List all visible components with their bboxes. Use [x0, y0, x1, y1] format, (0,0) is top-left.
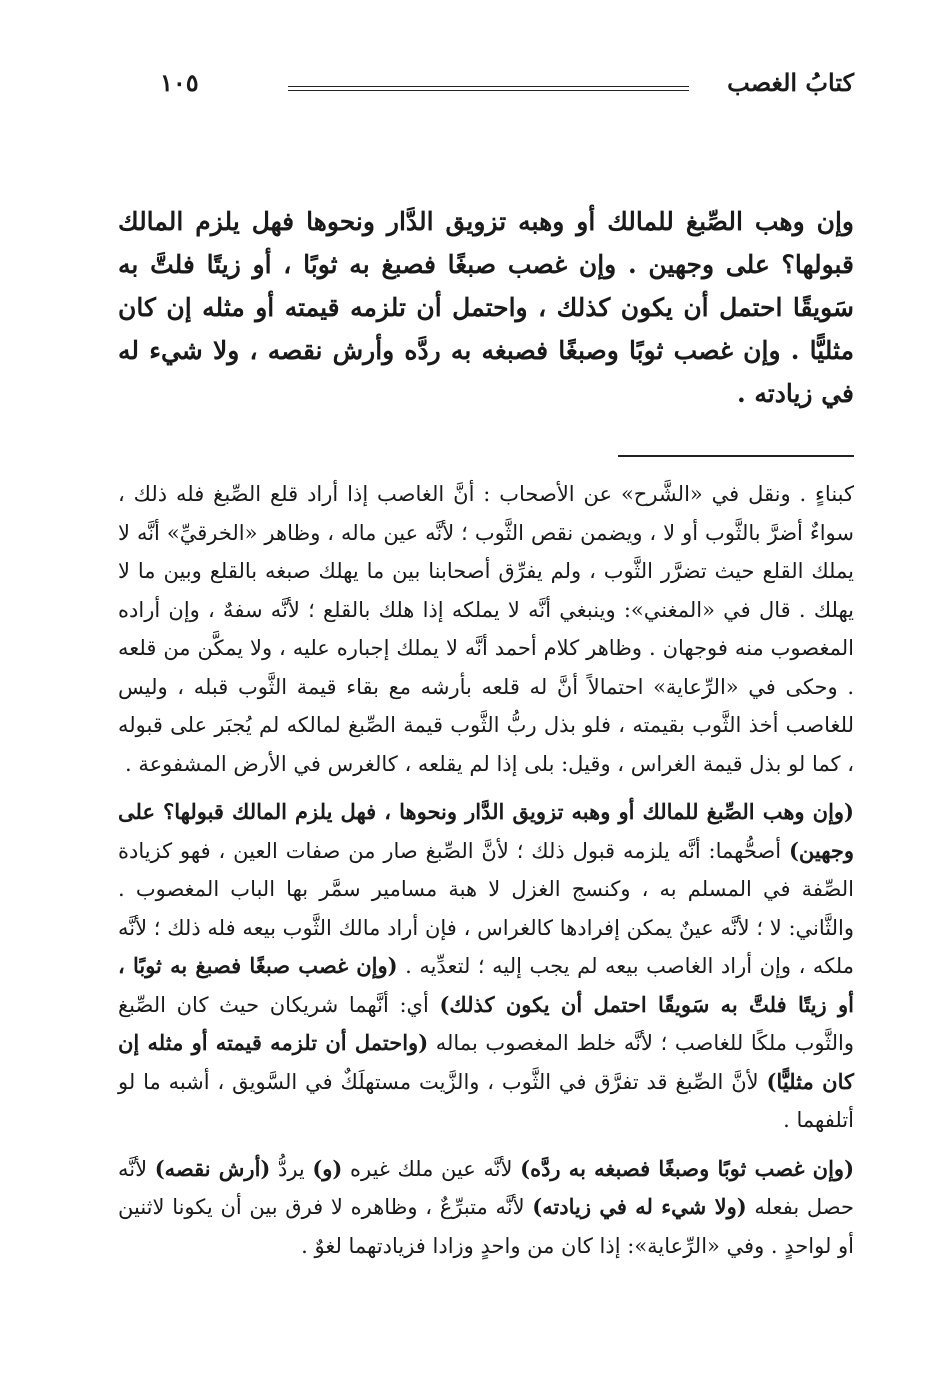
book-title: كتابُ الغصب: [727, 68, 854, 97]
quoted-matn: (وإن وهب الصِّبغ للمالك أو وهبه تزويق الدَّار ونحوها ، فهل يلزم المالك قبولها؟ على وجهين): [118, 799, 854, 863]
matn-sharh-separator: [618, 455, 854, 457]
matn-paragraph: وإن وهب الصِّبغ للمالك أو وهبه تزويق الدَّار ونحوها فهل يلزم المالك قبولها؟ على وجهين . وإن غصب صبغًا فصبغ به ثوبًا ، أو زيتًا فلتَّ به سَويقًا احتمل أن يكون كذلك ، واحتمل أن تلزمه قيمته أو مثله إن كان مثليًّا . وإن غصب ثوبًا وصبغًا فصبغه به ردَّه وأرش نقصه ، ولا شيء له في زيادته .: [118, 207, 854, 408]
commentary-text: لأنَّه متبرِّعٌ ، وظاهره لا فرق بين أن يكونا لاثنين أو لواحدٍ . وفي «الرِّعاية»: إذا كان من واحدٍ وزادا فزيادتهما لغوٌ .: [118, 1195, 854, 1258]
commentary-text: أصحُّهما: أنَّه يلزمه قبول ذلك ؛ لأنَّ الصِّبغ صار من صفات العين ، فهو كزيادة الصِّفة في المسلم به ، وكنسج الغزل لا هبة مسامير سمَّر بها الباب المغصوب . والثَّاني: لا ؛ لأنَّه عينٌ يمكن إفرادها كالغراس ، فإن أراد مالك الثَّوب بيعه فله ذلك ؛ لأنَّه ملكه ، وإن أراد الغاصب بيعه لم يجب إليه ؛ لتعدِّيه .: [118, 838, 854, 978]
commentary-text: يردُّ: [270, 1156, 313, 1181]
sharh-paragraph-2: [118, 793, 854, 1140]
commentary-text: لأنَّ الصِّبغ قد تفرَّق في الثَّوب ، والزَّيت مستهلَكٌ في السَّويق ، أشبه ما لو أتلفهما .: [118, 1069, 854, 1132]
sharh-paragraph-3: [118, 1150, 854, 1266]
quoted-matn: (و): [312, 1155, 343, 1181]
quoted-matn: (وإن غصب ثوبًا وصبغًا فصبغه به ردَّه): [520, 1155, 855, 1181]
quoted-matn: (ولا شيء له في زيادته): [532, 1194, 747, 1219]
matn-text: [118, 200, 854, 415]
quoted-matn: (وإن غصب صبغًا فصبغ به ثوبًا ، أو زيتًا فلتَّ به سَويقًا احتمل أن يكون كذلك): [118, 953, 854, 1017]
sharh-commentary: [118, 475, 854, 1265]
quoted-matn: (أرش نقصه): [154, 1155, 271, 1181]
quoted-matn: (واحتمل أن تلزمه قيمته أو مثله إن كان مثليًّا): [118, 1030, 854, 1094]
page-number: ١٠٥: [160, 68, 199, 97]
sharh-paragraph-1: كبناءٍ . ونقل في «الشَّرح» عن الأصحاب : أنَّ الغاصب إذا أراد قلع الصِّبغ فله ذلك ، سواءٌ أضرَّ بالثَّوب أو لا ، ويضمن نقص الثَّوب ؛ لأنَّه عين ماله ، وظاهر «الخرقيِّ» أنَّه لا يملك القلع حيث تضرَّر الثَّوب ، ولم يفرِّق أصحابنا بين ما يهلك صبغه بالقلع وبين ما لا يهلك . قال في «المغني»: وينبغي أنَّه لا يملكه إذا هلك بالقلع ؛ لأنَّه سفهٌ ، وإن أراده المغصوب منه فوجهان . وظاهر كلام أحمد أنَّه لا يملك إجباره عليه ، ولا يمكَّن من قلعه . وحكى في «الرِّعاية» احتمالاً أنَّ له قلعه بأرشه مع بقاء قيمة الثَّوب قبله ، وليس للغاصب أخذ الثَّوب بقيمته ، فلو بذل ربُّ الثَّوب قيمة الصِّبغ لمالكه لم يُجبَر على قبوله ، كما لو بذل قيمة الغراس ، وقيل: بلى إذا لم يقلعه ، كالغرس في الأرض المشفوعة .: [118, 482, 854, 776]
running-header: [118, 60, 854, 116]
header-rule: [288, 86, 689, 91]
commentary-text: لأنَّه عين ملك غيره: [342, 1156, 521, 1181]
commentary-text: لأنَّه حصل بفعله: [118, 1156, 854, 1219]
commentary-text: أي: أنَّهما شريكان حيث كان الصِّبغ والثَّوب ملكًا للغاصب ؛ لأنَّه خلط المغصوب بماله: [118, 992, 854, 1055]
book-page: [118, 60, 854, 1265]
